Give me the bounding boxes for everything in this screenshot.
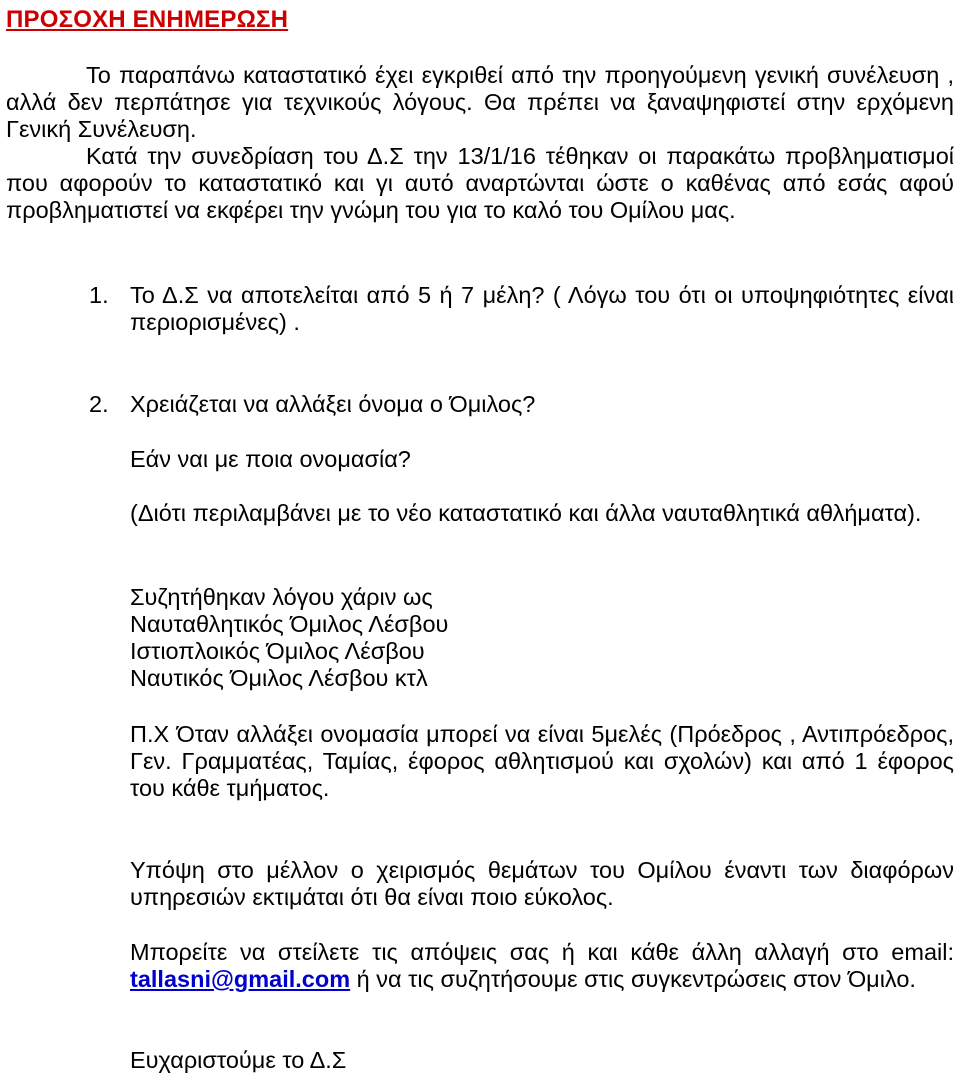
question-2-number: 2. (89, 391, 109, 417)
contact-text-before: Μπορείτε να στείλετε τις απόψεις σας ή και κάθε άλλη αλλαγή στο email: (130, 939, 954, 965)
question-2-reason: (Διότι περιλαμβάνει με το νέο καταστατικό και άλλα ναυταθλητικά αθλήματα). (130, 500, 922, 526)
closing-signature: Ευχαριστούμε το Δ.Σ (130, 1047, 347, 1073)
intro-paragraph-approval: Το παραπάνω καταστατικό έχει εγκριθεί από την προηγούμενη γενική συνέλευση , αλλά δεν περπάτησε για τεχνικούς λόγους. Θα πρέπει να ξαναψηφιστεί στην ερχόμενη Γενική Συνέλευση. (6, 62, 954, 142)
intro-paragraph-meeting: Κατά την συνεδρίαση του Δ.Σ την 13/1/16 τέθηκαν οι παρακάτω προβληματισμοί που αφορούν το καταστατικό και γι αυτό αναρτώνται ώστε ο καθένας από εσάς αφού προβληματιστεί να εκφέρει την γνώμη του για το καλό του Ομίλου μας. (6, 143, 954, 223)
question-1-text: Το Δ.Σ να αποτελείται από 5 ή 7 μέλη? ( Λόγω του ότι οι υποψηφιότητες είναι περιορισμένες) . (130, 282, 954, 335)
name-options-block (130, 584, 954, 692)
board-composition-example: Π.Χ Όταν αλλάξει ονομασία μπορεί να είναι 5μελές (Πρόεδρος , Αντιπρόεδρος, Γεν. Γραμματέας, Ταμίας, έφορος αθλητισμού και σχολών) και από 1 έφορος του κάθε τμήματος. (130, 721, 954, 801)
question-2-follow-up: Εάν ναι με ποια ονομασία? (130, 446, 411, 472)
page-title: ΠΡΟΣΟΧΗ ΕΝΗΜΕΡΩΣΗ (6, 6, 289, 33)
contact-text-after: ή να τις συζητήσουμε στις συγκεντρώσεις στον Όμιλο. (350, 966, 916, 992)
email-link[interactable]: tallasni@gmail.com (130, 966, 351, 992)
name-option-item: Ιστιοπλοικός Όμιλος Λέσβου (130, 638, 425, 664)
future-handling-note: Υπόψη στο μέλλον ο χειρισμός θεμάτων του Ομίλου έναντι των διαφόρων υπηρεσιών εκτιμάται ότι θα είναι ποιο εύκολος. (130, 857, 954, 910)
discussed-names-intro: Συζητήθηκαν λόγου χάριν ως (130, 584, 433, 610)
name-option-item: Ναυτικός Όμιλος Λέσβου κτλ (130, 665, 428, 691)
name-option-item: Ναυταθλητικός Όμιλος Λέσβου (130, 611, 449, 637)
question-2-text: Χρειάζεται να αλλάξει όνομα ο Όμιλος? (130, 391, 536, 417)
contact-paragraph (130, 939, 954, 993)
question-1-number: 1. (89, 282, 109, 308)
